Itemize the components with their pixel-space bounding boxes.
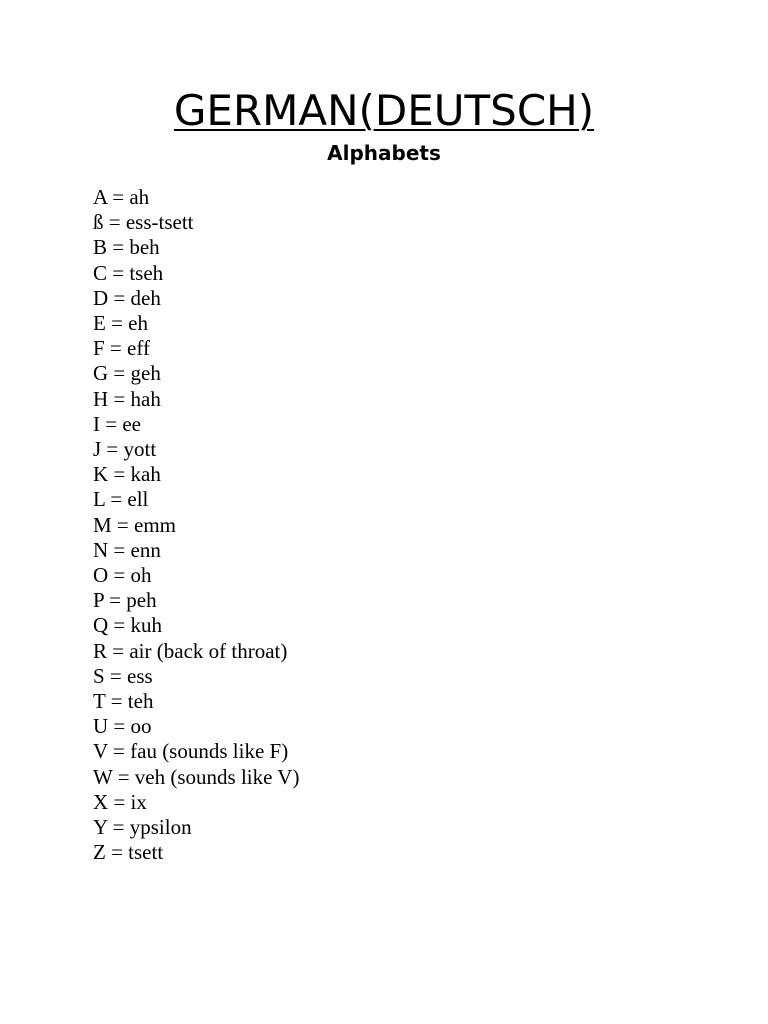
alphabet-entry: Z = tsett [93,840,164,865]
page-subtitle: Alphabets [327,141,441,165]
page-title [0,84,768,138]
alphabet-entry: T = teh [93,689,154,714]
alphabet-entry: X = ix [93,789,147,814]
alphabet-entry: N = enn [93,537,161,562]
alphabet-entry: F = eff [93,336,150,361]
alphabet-entry: H = hah [93,386,161,411]
alphabet-entry: R = air (back of throat) [93,638,288,663]
alphabet-entry: D = deh [93,285,161,310]
alphabet-entry: V = fau (sounds like F) [93,739,289,764]
alphabet-entry: S = ess [93,663,153,688]
page-title-text: GERMAN(DEUTSCH) [173,86,595,135]
alphabet-entry: Q = kuh [93,613,163,638]
alphabet-entry: I = ee [93,411,141,436]
alphabet-entry: E = eh [93,311,148,336]
alphabet-entry: J = yott [93,437,157,462]
alphabet-entry: G = geh [93,361,161,386]
alphabet-entry: Y = ypsilon [93,815,192,840]
alphabet-entry: C = tseh [93,260,164,285]
alphabet-entry: M = emm [93,512,177,537]
alphabet-entry: O = oh [93,563,152,588]
alphabet-entry: W = veh (sounds like V) [93,764,300,789]
alphabet-entry: A = ah [93,185,150,209]
alphabet-list [93,185,299,865]
alphabet-entry: U = oo [93,714,152,739]
alphabet-entry: K = kah [93,462,161,487]
alphabet-entry: P = peh [93,588,157,613]
alphabet-entry: B = beh [93,235,160,260]
alphabet-entry: L = ell [93,487,149,512]
alphabet-entry: ß = ess-tsett [93,210,194,235]
